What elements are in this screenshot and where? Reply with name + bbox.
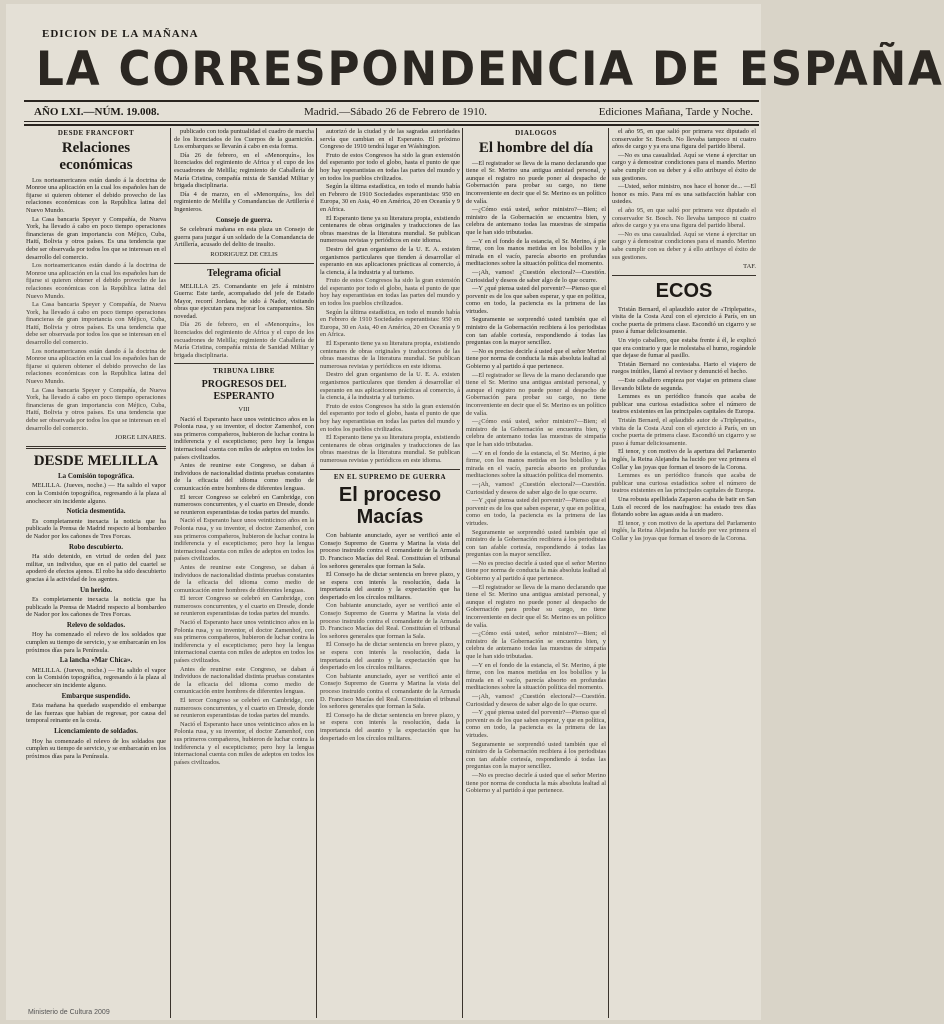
article-paragraph: Destro del gran organismo de la U. E. A. existen organismos particulares que tienden á desarrollar el esperanto en sus aplicaciones prácticas al comercio, á la ciencia, á la industria y al turismo. — [320, 371, 460, 402]
subheading: Embarque suspendido. — [61, 691, 131, 700]
column-4 — [466, 128, 606, 1020]
article-paragraph: Seguramente se sorprendió usted también que el ministro de la Gobernación recibiera á los periodistas con tan afable cortesía, respondiendo á todas las preguntas con la mayor sencillez. — [466, 316, 606, 347]
article-paragraph: Antes de reunirse este Congreso, se daban á individuos de nacionalidad distinta pruebas constantes de la eficacia del idioma como medio de comunicación entre hombres de diferentes lenguas. — [174, 462, 314, 492]
article-paragraph: Nació el Esperanto hace unos veinticinco años en la Polonia rusa, y su inventor, el doctor Zamenhof, con sus primeros compañeros, hubieron de luchar contra la indiferencia y el escepticismo; pero hoy la lengua internacional cuenta con miles de adeptos en todos los países civilizados. — [174, 517, 314, 563]
article-paragraph: El tercer Congreso se celebró en Cambridge, con numerosos concurrentes, y el cuarto en Dresde, donde se reunieron esperantistas de todas partes del mundo. — [174, 493, 314, 516]
article-paragraph: —Y en el fondo de la estancia, el Sr. Merino, á pie firme, con los manos metidas en los bolsillos y la mirada en el vacío, parecía absorto en profundas meditaciones sobre la situación política del momento. — [466, 661, 606, 692]
newspaper-page — [6, 4, 944, 1020]
article-paragraph: Día 4 de marzo, en el «Menorquín», los del regimiento de Melilla y Comandancias de Artillería é Ingenieros. — [174, 190, 314, 213]
edition-label: EDICION DE LA MAÑANA — [42, 28, 199, 40]
article-paragraph: Ha sido detenido, en virtud de orden del juez militar, un individuo, que en el patio del cuartel se apoderó de efectos ajenos. El robo ha sido descubierto gracias á la actividad de los agentes. — [26, 553, 166, 583]
article-paragraph: Tristán Bernard no contestaba. Harto el viajero de ruegos inútiles, llamó al revisor y denunció el hecho. — [612, 360, 756, 376]
subheading: Licenciamiento de soldados. — [54, 727, 138, 735]
article-paragraph: El tenor, y con motivo de la apertura del Parlamento inglés, la Reina Alejandra ha lucido por vez primera el Collar y las joyas que forman el tesoro de la Corona. — [612, 519, 756, 542]
column-5 — [612, 128, 756, 1020]
column-rule — [170, 128, 171, 1018]
article-paragraph: La Casa bancaria Speyer y Compañía, de Nueva York, ha llevado á cabo en poco tiempo operaciones financieras de gran importancia con Méjico, Cuba, Haití, Bolivia y otros países. Es una tendencia que debe ser observada por todos los que se interesan en el desarrollo del comercio. — [26, 215, 166, 261]
article-paragraph: Según la última estadística, en todo el mundo había en Febrero de 1910 Sociedades esperantistas: 950 en Europa, 30 en Asia, 40 en América, 20 en Oceanía y 9 en Africa. — [320, 308, 460, 339]
article-paragraph: El tercer Congreso se celebró en Cambridge, con numerosos concurrentes, y el cuarto en Dresde, donde se reunieron esperantistas de todas partes del mundo. — [174, 697, 314, 720]
column-2 — [174, 128, 314, 1020]
section-headline: DESDE MELILLA — [33, 452, 159, 469]
article-paragraph: —Y en el fondo de la estancia, el Sr. Merino, á pie firme, con los manos metidas en los bolsillos y la mirada en el vacío, parecía absorto en profundas meditaciones sobre la situación política del momento. — [466, 449, 606, 480]
article-paragraph: MELILLA. (Jueves, noche.) — Ha salido el vapor con la Comisión topográfica, regresando á la plaza al anochecer sin incidente alguno. — [26, 666, 166, 690]
article-paragraph: La Casa bancaria Speyer y Compañía, de Nueva York, ha llevado á cabo en poco tiempo operaciones financieras de gran importancia con Méjico, Cuba, Haití, Bolivia y otros países. Es una tendencia que debe ser observada por todos los que se interesan en el desarrollo del comercio. — [26, 301, 166, 347]
section-divider — [174, 363, 314, 364]
newspaper-masthead: LA CORRESPONDENCIA DE ESPAÑA — [36, 42, 944, 97]
article-paragraph: —¿Cómo está usted, señor ministro?—Bien; el ministro de la Gobernación se encuentra bien, y celebra de antemano todas las muestras de simpatía que le han sido tributadas. — [466, 206, 606, 236]
article-paragraph: Es completamente inexacta la noticia que ha publicado la Prensa de Madrid respecto al bombardeo de Nador por los cañones de Tres Forcas. — [26, 517, 166, 540]
article-paragraph: —Y ¿qué piensa usted del porvenir?—Pienso que el porvenir es de los que saben esperar, y que en política, como en todo, la paciencia es la primera de las virtudes. — [466, 497, 606, 527]
article-paragraph: Los norteamericanos están dando á la doctrina de Monroe una aplicación en la cual los españoles han de fijarse si quieren obtener el debido provecho de las relaciones económicas con la República latina del Nuevo Mundo. — [26, 347, 166, 386]
masthead-rule-bottom — [24, 121, 759, 122]
article-paragraph: —¡Ah, vamos! ¿Cuestión electoral?—Cuestión. Curiosidad y deseos de saber algo de lo que ocurre. — [466, 692, 606, 708]
article-paragraph: —¿Cómo está usted, señor ministro?—Bien; el ministro de la Gobernación se encuentra bien, y celebra de antemano todas las muestras de simpatía que le han sido tributadas. — [466, 418, 606, 448]
article-paragraph: Nació el Esperanto hace unos veinticinco años en la Polonia rusa, y su inventor, el doctor Zamenhof, con sus primeros compañeros, hubieron de luchar contra la indiferencia y el escepticismo; pero hoy la lengua internacional cuenta con miles de adeptos en todos los países civilizados. — [174, 415, 314, 461]
column-rule — [608, 128, 609, 1018]
subheading: Noticia desmentida. — [66, 507, 126, 516]
editions-label: Ediciones Mañana, Tarde y Noche. — [598, 106, 753, 118]
article-paragraph: Seguramente se sorprendió usted también que el ministro de la Gobernación recibiera á los periodistas con tan afable cortesía, respondiendo á todas las preguntas con la mayor sencillez. — [466, 740, 606, 771]
issue-number: AÑO LXI.—NÚM. 19.008. — [34, 106, 160, 118]
column-rule — [462, 128, 463, 1018]
article-paragraph: Esta mañana ha quedado suspendido el embarque de las fuerzas que habían de regresar, por causa del temporal reinante en la costa. — [26, 702, 166, 725]
masthead-rule-double — [24, 124, 759, 126]
article-paragraph: La Casa bancaria Speyer y Compañía, de Nueva York, ha llevado á cabo en poco tiempo operaciones financieras de gran importancia con Méjico, Cuba, Haití, Bolivia y otros países. Es una tendencia que debe ser observada por todos los que se interesan en el desarrollo del comercio. — [26, 386, 166, 432]
section-divider — [26, 446, 166, 449]
dateline-bar — [24, 104, 759, 120]
article-paragraph: —No es preciso decirle á usted que el señor Merino tiene por norma de conducta la más absoluta lealtad al Gobierno y al partido á que pertenece. — [466, 347, 606, 371]
article-paragraph: Con babiante anunciado, ayer se verificó ante el Consejo Supremo de Guerra y Marina la vista del proceso instruido contra el comandante de la Armada D. Francisco Macías del Real. Constituían el tribunal los señores generales que forman la Sala. — [320, 532, 460, 570]
article-paragraph: El Consejo ha de dictar sentencia en breve plazo, y se espera con interés la resolución, dada la importancia del asunto y la expectación que ha despertado en los círculos militares. — [320, 571, 460, 601]
article-paragraph: Una robusta apellidada Zaparon acaba de batir en San Luis el record de los naufragios: ha estado tres días flotando sobre las aguas asida á un madero. — [612, 495, 756, 519]
article-paragraph: Hoy ha comenzado el relevo de los soldados que cumplen su tiempo de servicio, y se embarcarán en los próximos días para la Península. — [26, 737, 166, 760]
article-paragraph: Con babiante anunciado, ayer se verificó ante el Consejo Supremo de Guerra y Marina la vista del proceso instruido contra el comandante de la Armada D. Francisco Macías del Real. Constituían el tribunal los señores generales que forman la Sala. — [320, 602, 460, 640]
archive-credit: Ministerio de Cultura 2009 — [28, 1009, 110, 1016]
article-paragraph: Día 26 de febrero, en el «Menorquín», los licenciados del regimiento de Africa y el cupo de los escuadrones de Melilla; regimiento de Caballería de María Cristina, compañía mixta de Sanidad Militar y brigada disciplinaria. — [174, 321, 314, 359]
article-paragraph: Fruto de estos Congresos ha sido la gran extensión del esperanto por todo el globo, hasta el punto de que hoy hay esperantistas en todas las partes del mundo y en todos los pueblos civilizados. — [320, 277, 460, 308]
article-paragraph: El tenor, y con motivo de la apertura del Parlamento inglés, la Reina Alejandra ha lucido por vez primera el Collar y las joyas que forman el tesoro de la Corona. — [612, 448, 756, 471]
article-paragraph: —Este caballero empieza por viajar en primera clase llevando billete de segunda. — [612, 377, 756, 392]
article-headline: El hombre del día — [478, 139, 594, 156]
article-paragraph: El Esperanto tiene ya su literatura propia, existiendo centenares de obras originales y traducciones de las obras maestras de la literatura mundial. Se publican numerosas revistas y periódicos en este idioma. — [320, 434, 460, 464]
subheading: Consejo de guerra. — [215, 215, 273, 224]
article-paragraph: Se celebrará mañana en esta plaza un Consejo de guerra para juzgar á un soldado de la Comandancia de Artillería, acusado del delito de insulto. — [174, 226, 314, 249]
article-paragraph: —El registrador se lleva de la mano declarando que tiene el Sr. Merino una antigua amistad personal, y aunque el registro no puede poner al despacho de Gobernación para probar su cargo, no tiene inconveniente en decir que el Sr. Merino es un político de valía. — [466, 371, 606, 417]
article-paragraph: Tristán Bernard, el aplaudido autor de «Triplepatte», visita de la Costa Azul con el ejercicio á París, en un coche puerta de primera clase. Escondió un cigarro y se puso á fumar deliciosamente. — [612, 417, 756, 447]
article-paragraph: Los norteamericanos están dando á la doctrina de Monroe una aplicación en la cual los españoles han de fijarse si quieren obtener el debido provecho de las relaciones económicas con la República latina del Nuevo Mundo. — [26, 262, 166, 300]
subheading: Relevo de soldados. — [66, 620, 126, 629]
article-headline: Telegrama oficial — [207, 267, 281, 279]
article-paragraph: Nació el Esperanto hace unos veinticinco años en la Polonia rusa, y su inventor, el doctor Zamenhof, con sus primeros compañeros, hubieron de luchar contra la indiferencia y el escepticismo; pero hoy la lengua internacional cuenta con miles de adeptos en todos los países civilizados. — [174, 720, 314, 766]
article-paragraph: El Consejo ha de dictar sentencia en breve plazo, y se espera con interés la resolución, dada la importancia del asunto y la expectación que ha despertado en los círculos militares. — [320, 641, 460, 672]
article-paragraph: Fruto de estos Congresos ha sido la gran extensión del esperanto por todo el globo, hasta el punto de que hoy hay esperantistas en todas las partes del mundo y en todos los pueblos civilizados. — [320, 402, 460, 433]
article-paragraph: el año 95, en que salió por primera vez diputado el conservador Sr. Bosch. No llevaba tampoco ni cuatro años de cargo y ya era una figura del partido liberal. — [612, 128, 756, 151]
article-paragraph: MELILLA 25. Comandante en jefe á ministro Guerra: Este tarde, acompañado del jefe de Estado Mayor, recorrí Jordana, he sido á Nador, visitando obras que ejecutan para mejorar los campamentos. Sin novedad. — [174, 282, 314, 320]
publication-date: Madrid.—Sábado 26 de Febrero de 1910. — [304, 106, 487, 118]
article-paragraph: Antes de reunirse este Congreso, se daban á individuos de nacionalidad distinta pruebas constantes de la eficacia del idioma como medio de comunicación entre hombres de diferentes lenguas. — [174, 665, 314, 696]
article-author: RODRIGUEZ DE CELIS — [210, 250, 278, 258]
article-paragraph: Es completamente inexacta la noticia que ha publicado la Prensa de Madrid respecto al bombardeo de Nador por los cañones de Tres Forcas. — [26, 596, 166, 619]
article-paragraph: —No es una casualidad. Aquí se viene á ejercitar un cargo y á demostrar condiciones para el mando. Merino sabe cumplir con su deber y á ello atribuye el éxito de sus gestiones. — [612, 230, 756, 261]
article-paragraph: —No es preciso decirle á usted que el señor Merino tiene por norma de conducta la más absoluta lealtad al Gobierno y al partido á que pertenece. — [466, 559, 606, 583]
article-paragraph: —Usted, señor ministro, nos hace el honor de... —El honor es mío. Para mí es una satisfacción hablar con ustedes. — [612, 183, 756, 206]
article-paragraph: —¡Ah, vamos! ¿Cuestión electoral?—Cuestión. Curiosidad y deseos de saber algo de lo que ocurre. — [466, 480, 606, 496]
article-paragraph: Día 26 de febrero, en el «Menorquín», los licenciados del regimiento de Africa y el cupo de los escuadrones de Melilla; regimiento de Caballería de María Cristina, compañía mixta de Sanidad Militar y brigada disciplinaria. — [174, 151, 314, 190]
article-paragraph: —Y en el fondo de la estancia, el Sr. Merino, á pie firme, con los manos metidas en los bolsillos y la mirada en el vacío, parecía absorto en profundas meditaciones sobre la situación política del momento. — [466, 237, 606, 268]
column-3 — [320, 128, 460, 1020]
column-1 — [26, 128, 166, 1020]
section-headline: ECOS — [655, 279, 713, 302]
article-paragraph: Antes de reunirse este Congreso, se daban á individuos de nacionalidad distinta pruebas constantes de la eficacia del idioma como medio de comunicación entre hombres de diferentes lenguas. — [174, 563, 314, 594]
column-rule — [316, 128, 317, 1018]
article-paragraph: Lemmes es un periódico francés que acaba de publicar una curiosa estadística sobre el número de teatros existentes en las principales capitales de Europa. — [612, 472, 756, 495]
subheading: Un herido. — [80, 585, 112, 594]
article-paragraph: Según la última estadística, en todo el mundo había en Febrero de 1910 Sociedades esperantistas: 950 en Europa, 30 en Asia, 40 en América, 20 en Oceanía y 9 en Africa. — [320, 183, 460, 213]
article-paragraph: autorizó de la ciudad y de las sagradas autoridades servía que cambian en el Esperanto. El próximo Congreso de 1910 tendrá lugar en Wáshington. — [320, 128, 460, 151]
article-paragraph: Fruto de estos Congresos ha sido la gran extensión del esperanto por todo el globo, hasta el punto de que hoy hay esperantistas en todas las partes del mundo y en todos los pueblos civilizados. — [320, 151, 460, 182]
article-paragraph: El Esperanto tiene ya su literatura propia, existiendo centenares de obras originales y traducciones de las obras maestras de la literatura mundial. Se publican numerosas revistas y periódicos en este idioma. — [320, 340, 460, 370]
article-paragraph: —El registrador se lleva de la mano declarando que tiene el Sr. Merino una antigua amistad personal, y aunque el registro no puede poner al despacho de Gobernación para probar su cargo, no tiene inconveniente en decir que el Sr. Merino es un político de valía. — [466, 159, 606, 205]
article-signature: TAF. — [743, 263, 756, 271]
article-paragraph: El Consejo ha de dictar sentencia en breve plazo, y se espera con interés la resolución, dada la importancia del asunto y la expectación que ha despertado en los círculos militares. — [320, 711, 460, 742]
section-divider — [320, 469, 460, 470]
column-kicker: EN EL SUPREMO DE GUERRA — [333, 472, 447, 481]
article-paragraph: —El registrador se lleva de la mano declarando que tiene el Sr. Merino una antigua amistad personal, y aunque el registro no puede poner al despacho de Gobernación para probar su cargo, no tiene inconveniente en decir que el Sr. Merino es un político de valía. — [466, 583, 606, 629]
article-headline: PROGRESOS DEL ESPERANTO — [201, 379, 287, 403]
article-headline: Relaciones económicas — [59, 139, 133, 173]
article-paragraph: Tristán Bernard, el aplaudido autor de «Triplepatte», visita de la Costa Azul con el ejercicio á París, en un coche puerta de primera clase. Escondió un cigarro y se puso á fumar deliciosamente. — [612, 305, 756, 336]
article-paragraph: —Y ¿qué piensa usted del porvenir?—Pienso que el porvenir es de los que saben esperar, y que en política, como en todo, la paciencia es la primera de las virtudes. — [466, 285, 606, 315]
column-kicker: DESDE FRANCFORT — [57, 129, 135, 137]
section-divider — [612, 275, 756, 276]
article-paragraph: —No es una casualidad. Aquí se viene á ejercitar un cargo y á demostrar condiciones para el mando. Merino sabe cumplir con su deber y á ello atribuye el éxito de sus gestiones. — [612, 151, 756, 182]
subheading: Robo descubierto. — [68, 542, 124, 551]
article-paragraph: Un viejo caballero, que estaba frente á él, le explicó que era contrario y que le molestaba el humo, rogándole que dejase de fumar al pasillo. — [612, 337, 756, 360]
article-headline: El proceso Macías — [338, 484, 442, 529]
article-paragraph: —¡Ah, vamos! ¿Cuestión electoral?—Cuestión. Curiosidad y deseos de saber algo de lo que ocurre. — [466, 268, 606, 284]
column-kicker: DIALOGOS — [515, 129, 557, 137]
article-paragraph: Los norteamericanos están dando á la doctrina de Monroe una aplicación en la cual los españoles han de fijarse si quieren obtener el debido provecho de las relaciones económicas con la República latina del Nuevo Mundo. — [26, 176, 166, 214]
article-paragraph: Destro del gran organismo de la U. E. A. existen organismos particulares que tienden á desarrollar el esperanto en sus aplicaciones prácticas al comercio, á la ciencia, á la industria y al turismo. — [320, 245, 460, 276]
subheading: La lancha «Mar Chica». — [59, 656, 133, 665]
article-paragraph: Con babiante anunciado, ayer se verificó ante el Consejo Supremo de Guerra y Marina la vista del proceso instruido contra el comandante de la Armada D. Francisco Macías del Real. Constituían el tribunal los señores generales que forman la Sala. — [320, 672, 460, 711]
article-paragraph: Nació el Esperanto hace unos veinticinco años en la Polonia rusa, y su inventor, el doctor Zamenhof, con sus primeros compañeros, hubieron de luchar contra la indiferencia y el escepticismo; pero hoy la lengua internacional cuenta con miles de adeptos en todos los países civilizados. — [174, 619, 314, 665]
article-paragraph: Lemmes es un periódico francés que acaba de publicar una curiosa estadística sobre el número de teatros existentes en las principales capitales de Europa. — [612, 393, 756, 416]
masthead-rule-top — [24, 100, 759, 102]
article-paragraph: —¿Cómo está usted, señor ministro?—Bien; el ministro de la Gobernación se encuentra bien, y celebra de antemano todas las muestras de simpatía que le han sido tributadas. — [466, 630, 606, 660]
article-author: JORGE LINARES. — [115, 434, 166, 442]
article-paragraph: Seguramente se sorprendió usted también que el ministro de la Gobernación recibiera á los periodistas con tan afable cortesía, respondiendo á todas las preguntas con la mayor sencillez. — [466, 528, 606, 559]
chapter-number: VIII — [238, 406, 250, 414]
article-paragraph: —No es preciso decirle á usted que el señor Merino tiene por norma de conducta la más absoluta lealtad al Gobierno y al partido á que pertenece. — [466, 771, 606, 795]
column-kicker: TRIBUNA LIBRE — [213, 367, 275, 376]
article-paragraph: publicado con toda puntualidad el cuadro de marcha de los licenciados de los Cuerpos de la guarnición. Los embarques se llevarán á cabo en esta forma. — [174, 128, 314, 151]
article-paragraph: MELILLA. (Jueves, noche.) — Ha salido el vapor con la Comisión topográfica, regresando á la plaza al anochecer sin incidente alguno. — [26, 482, 166, 505]
article-paragraph: —Y ¿qué piensa usted del porvenir?—Pienso que el porvenir es de los que saben esperar, y que en política, como en todo, la paciencia es la primera de las virtudes. — [466, 709, 606, 739]
article-paragraph: El Esperanto tiene ya su literatura propia, existiendo centenares de obras originales y traducciones de las obras maestras de la literatura mundial. Se publican numerosas revistas y periódicos en este idioma. — [320, 214, 460, 245]
section-divider — [174, 263, 314, 264]
article-paragraph: el año 95, en que salió por primera vez diputado el conservador Sr. Bosch. No llevaba tampoco ni cuatro años de cargo y ya era una figura del partido liberal. — [612, 206, 756, 230]
article-paragraph: Hoy ha comenzado el relevo de los soldados que cumplen su tiempo de servicio, y se embarcarán en los próximos días para la Península. — [26, 631, 166, 654]
subheading: La Comisión topográfica. — [57, 471, 135, 480]
article-paragraph: El tercer Congreso se celebró en Cambridge, con numerosos concurrentes, y el cuarto en Dresde, donde se reunieron esperantistas de todas partes del mundo. — [174, 595, 314, 618]
